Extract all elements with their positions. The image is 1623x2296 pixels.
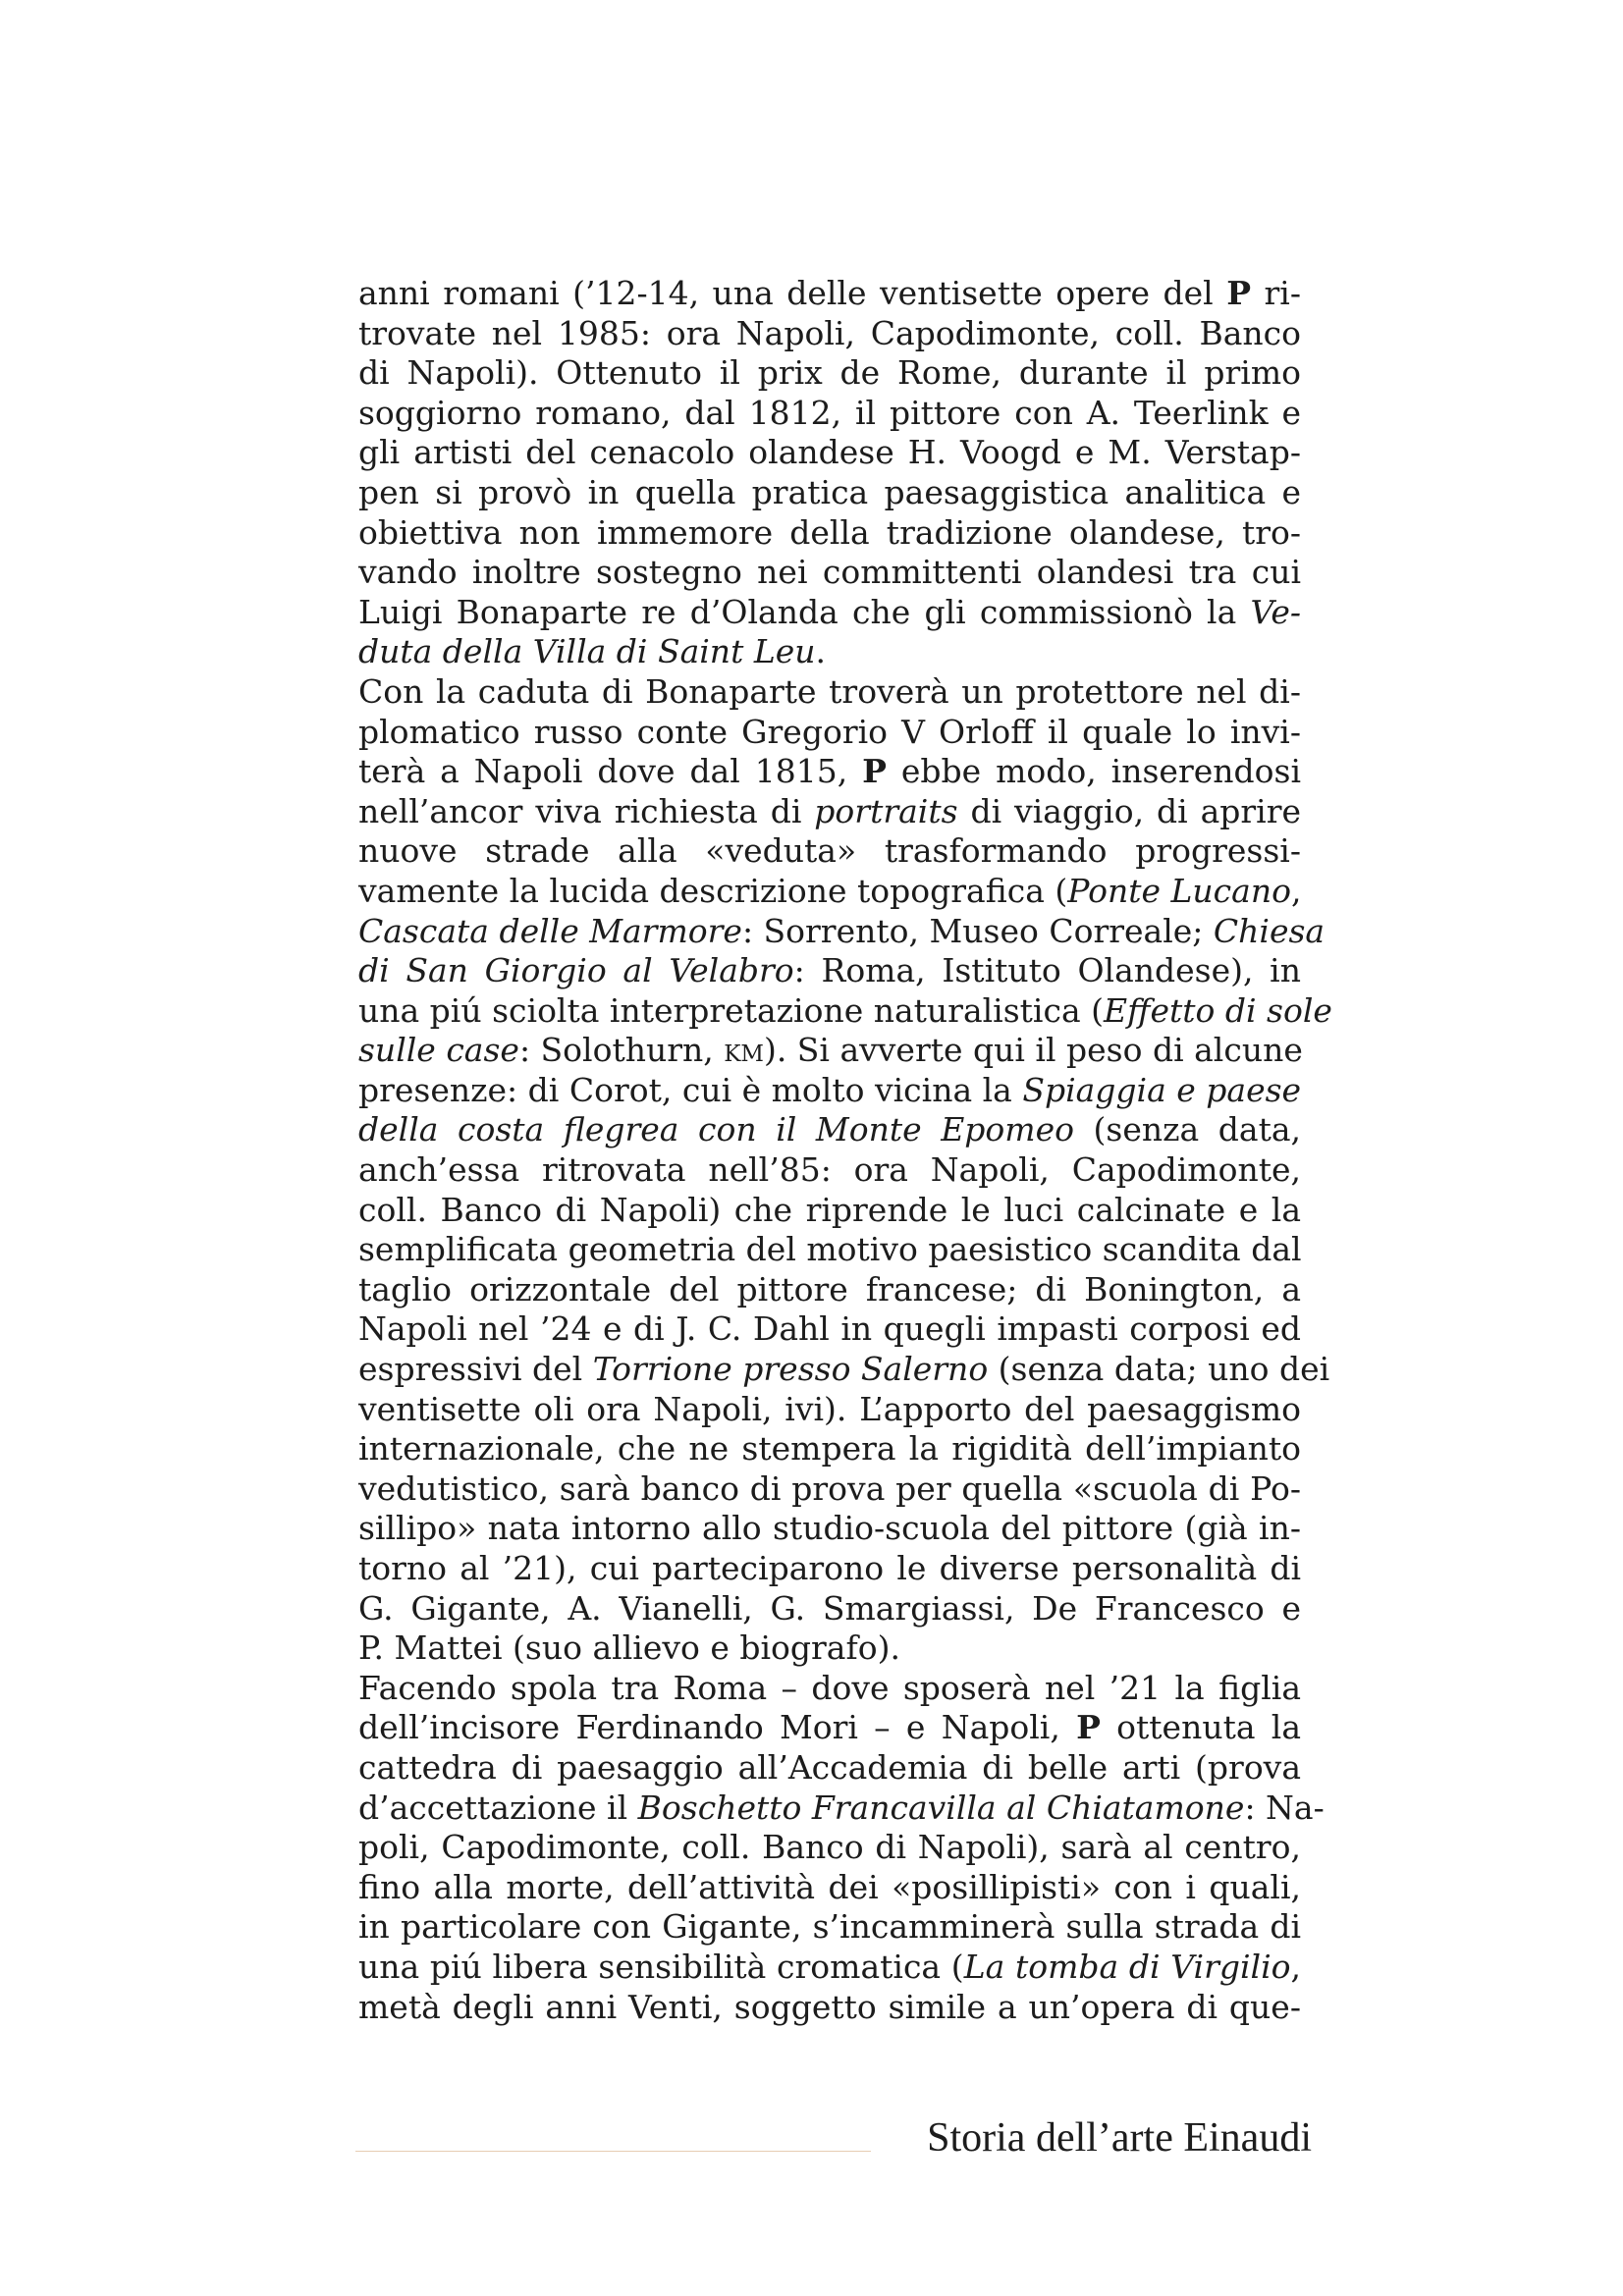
text-line (358, 473, 1301, 513)
text-line (358, 314, 1301, 354)
text-line (358, 433, 1301, 473)
text-run: : Sorrento, Museo Correale; (741, 911, 1214, 950)
text-run: vedutistico, sarà banco di prova per quella «scuola di Po- (358, 1468, 1301, 1508)
text-run: di viaggio, di aprire (957, 791, 1301, 830)
bold-initial: P (1226, 274, 1252, 312)
italic-title: Spiaggia e paese (1022, 1070, 1302, 1109)
text-run: nell’ancor viva richiesta di (358, 791, 815, 830)
italic-title: Ve- (1250, 592, 1301, 631)
text-run: fino alla morte, dell’attività dei «posillipisti» con i quali, (358, 1867, 1301, 1906)
text-run: (senza data; uno dei (988, 1350, 1330, 1389)
text-line (358, 1429, 1301, 1469)
footer-title: Storia dell’arte Einaudi (927, 2115, 1312, 2161)
text-run: terà a Napoli dove dal 1815, (358, 752, 863, 791)
text-run: anch’essa ritrovata nell’85: ora Napoli, Capodimonte, (358, 1150, 1301, 1190)
text-run: , (1290, 1947, 1301, 1986)
text-run: plomatico russo conte Gregorio V Orloff il quale lo invi- (358, 712, 1301, 751)
text-run: G. Gigante, A. Vianelli, G. Smargiassi, De Francesco e (358, 1588, 1301, 1628)
text-line (358, 1828, 1301, 1868)
text-line (358, 1948, 1301, 1988)
italic-title: duta della Villa di Saint Leu (358, 632, 816, 671)
text-line (358, 1788, 1325, 1829)
text-run: ottenuta la (1100, 1708, 1302, 1747)
text-line (358, 990, 1332, 1032)
text-run: gli artisti del cenacolo olandese H. Voogd e M. Verstap- (358, 433, 1301, 472)
text-line (358, 274, 1301, 314)
text-run: metà degli anni Venti, soggetto simile a un’opera di que- (358, 1987, 1301, 2026)
text-line (358, 1071, 1301, 1111)
text-run: una piú libera sensibilità cromatica ( (358, 1947, 964, 1986)
bold-initial: P (862, 752, 887, 791)
text-run: una piú sciolta interpretazione naturalistica ( (358, 990, 1104, 1030)
text-run: : Roma, Istituto Olandese), in (793, 951, 1301, 990)
body-text (358, 274, 1332, 2027)
text-line (358, 1309, 1301, 1350)
text-line (358, 1390, 1301, 1430)
text-line (358, 1907, 1301, 1948)
footer-rule (355, 2151, 871, 2152)
text-run: di Napoli). Ottenuto il prix de Rome, durante il primo (358, 353, 1301, 393)
text-run: d’accettazione il (358, 1788, 638, 1827)
text-run: Luigi Bonaparte re d’Olanda che gli commissionò la (358, 592, 1251, 631)
italic-title: La tomba di Virgilio (963, 1947, 1291, 1986)
text-run: Facendo spola tra Roma – dove sposerà nel ’21 la figlia (358, 1668, 1301, 1707)
text-line (358, 394, 1301, 434)
text-run: obiettiva non immemore della tradizione olandese, tro- (358, 512, 1301, 552)
text-run: Napoli nel ’24 e di J. C. Dahl in quegli impasti corposi ed (358, 1309, 1301, 1349)
text-line (358, 1509, 1301, 1549)
text-line (358, 1191, 1301, 1231)
text-line (358, 872, 1301, 912)
text-line (358, 1549, 1301, 1589)
text-run: vamente la lucida descrizione topografica ( (358, 871, 1068, 910)
text-line (358, 911, 1325, 952)
text-run: dell’incisore Ferdinando Mori – e Napoli, (358, 1708, 1077, 1747)
text-run: (senza data, (1073, 1110, 1302, 1149)
text-run: cattedra di paesaggio all’Accademia di belle arti (prova (358, 1747, 1301, 1787)
text-line (358, 713, 1301, 753)
text-run: vando inoltre sostegno nei committenti olandesi tra cui (358, 553, 1301, 592)
text-run: , (1290, 871, 1302, 910)
italic-title: Torrione presso Salerno (592, 1350, 989, 1389)
text-line (358, 1230, 1301, 1270)
text-run: anni romani (’12-14, una delle ventisette opere del (358, 274, 1227, 312)
text-run: P. Mattei (suo allievo e biografo). (358, 1629, 900, 1668)
text-run: espressivi del (358, 1350, 593, 1389)
text-line (358, 1469, 1301, 1510)
text-run: in particolare con Gigante, s’incamminerà sulla strada di (358, 1907, 1301, 1947)
text-line (358, 632, 1301, 672)
italic-title: sulle case (358, 1031, 519, 1070)
text-line (358, 513, 1301, 554)
text-line (358, 1110, 1301, 1150)
text-run: trovate nel 1985: ora Napoli, Capodimonte, coll. Banco (358, 313, 1301, 352)
text-line (358, 1708, 1301, 1748)
text-line (358, 553, 1301, 593)
text-line (358, 593, 1301, 633)
text-line (358, 672, 1301, 713)
italic-title: Boschetto Francavilla al Chiatamone (637, 1788, 1245, 1827)
text-line (358, 1031, 1301, 1071)
text-run: taglio orizzontale del pittore francese; di Bonington, a (358, 1269, 1301, 1308)
text-run: ). Si avverte qui il peso di alcune (763, 1031, 1303, 1070)
italic-title: Effetto di sole (1104, 990, 1332, 1030)
text-line (358, 1629, 1301, 1669)
text-line (358, 831, 1301, 872)
text-run: : Solothurn, (518, 1031, 725, 1070)
text-line (358, 1350, 1330, 1390)
italic-title: Cascata delle Marmore (358, 911, 742, 950)
text-run: poli, Capodimonte, coll. Banco di Napoli), sarà al centro, (358, 1828, 1301, 1867)
text-run: internazionale, che ne stempera la rigidità dell’impianto (358, 1429, 1301, 1468)
text-run: torno al ’21), cui parteciparono le diverse personalità di (358, 1549, 1301, 1587)
italic-title: Ponte Lucano (1067, 871, 1291, 910)
text-run: soggiorno romano, dal 1812, il pittore con A. Teerlink e (358, 393, 1301, 432)
text-line (358, 752, 1301, 792)
text-run: nuove strade alla «veduta» trasformando progressi- (358, 831, 1301, 871)
text-line (358, 353, 1301, 394)
italic-title: Chiesa (1213, 911, 1325, 950)
bold-initial: P (1076, 1708, 1101, 1747)
text-line (358, 1589, 1301, 1629)
text-run: ri- (1251, 274, 1301, 312)
text-line (358, 1270, 1301, 1310)
italic-title: della costa flegrea con il Monte Epomeo (358, 1110, 1074, 1149)
text-run: ventisette oli ora Napoli, ivi). L’apporto del paesaggismo (358, 1389, 1301, 1428)
text-run: : Na- (1244, 1788, 1325, 1827)
small-caps-abbrev: km (724, 1031, 764, 1070)
italic-title: di San Giorgio al Velabro (358, 951, 794, 990)
text-line (358, 1988, 1301, 2028)
text-run: sillipo» nata intorno allo studio-scuola del pittore (già in- (358, 1509, 1301, 1548)
text-run: semplificata geometria del motivo paesistico scandita dal (358, 1230, 1302, 1269)
text-line (358, 1748, 1301, 1789)
text-line (358, 792, 1301, 832)
text-line (358, 1669, 1301, 1709)
text-line (358, 1150, 1301, 1191)
text-run: ebbe modo, inserendosi (886, 752, 1301, 791)
text-run: coll. Banco di Napoli) che riprende le luci calcinate e la (358, 1190, 1301, 1229)
text-run: pen si provò in quella pratica paesaggistica analitica e (358, 472, 1301, 511)
italic-title: portraits (814, 791, 958, 830)
text-run: presenze: di Corot, cui è molto vicina la (358, 1070, 1023, 1109)
text-run: Con la caduta di Bonaparte troverà un protettore nel di- (358, 671, 1301, 711)
text-line (358, 1868, 1301, 1908)
text-line (358, 951, 1301, 991)
text-run: . (815, 632, 827, 671)
